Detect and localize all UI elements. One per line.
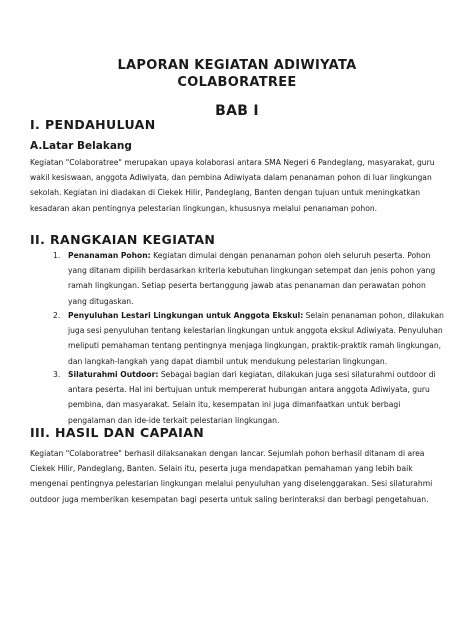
section1-subheading: A.Latar Belakang [30, 140, 132, 152]
chapter-heading: BAB I [215, 103, 259, 119]
section3-paragraph: Kegiatan "Colaboratree" berhasil dilaksanakan dengan lancar. Sejumlah pohon berhasil ditanam di area Ciekek Hilir, Pandeglang, Banten. Selain itu, peserta juga mendapatkan pemahaman yang lebih baik mengenai pentingnya pelestarian lingkungan melalui penyuluhan yang diselenggarakan. Sesi silaturahmi outdoor juga memberikan kesempatan bagi peserta untuk saling berinteraksi dan berbagi pengetahuan. [30, 449, 433, 504]
activity-item-text: Kegiatan dimulai dengan penanaman pohon oleh seluruh peserta. Pohon yang ditanam dipilih berdasarkan kriteria kebutuhan lingkungan setempat dan jenis pohon yang ramah lingkungan. Setiap peserta bertanggung jawab atas penanaman dan perawatan pohon yang ditugaskan. [68, 251, 436, 306]
report-title-line1: LAPORAN KEGIATAN ADIWIYATA [117, 58, 357, 73]
activity-item-title: Penanaman Pohon: [68, 251, 151, 260]
activity-item-title: Penyuluhan Lestari Lingkungan untuk Anggota Ekskul: [68, 311, 304, 320]
section2-heading: II. RANGKAIAN KEGIATAN [30, 232, 216, 247]
activity-item-text: Sebagai bagian dari kegiatan, dilakukan juga sesi silaturahmi outdoor di antara peserta. Hal ini bertujuan untuk mempererat hubungan antara anggota Adiwiyata, guru pembina, dan masyarakat. Selain itu, kesempatan ini juga dimanfaatkan untuk berbagi pengalaman dan ide-ide terkait pelestarian lingkungan. [68, 370, 436, 425]
section1-heading: I. PENDAHULUAN [30, 117, 156, 132]
activity-item-number: 3. [53, 370, 61, 379]
activity-item-3 [53, 367, 444, 428]
activity-item-title: Silaturahmi Outdoor: [68, 370, 159, 379]
activity-item-1 [53, 248, 444, 309]
section1-paragraph: Kegiatan "Colaboratree" merupakan upaya kolaborasi antara SMA Negeri 6 Pandeglang, masyarakat, guru wakil kesiswaan, anggota Adiwiyata, dan pembina Adiwiyata dalam penanaman pohon di luar lingkungan sekolah. Kegiatan ini diadakan di Ciekek Hilir, Pandeglang, Banten dengan tujuan untuk meningkatkan kesadaran akan pentingnya pelestarian lingkungan, khususnya melalui penanaman pohon. [30, 158, 435, 213]
section3-heading: III. HASIL DAN CAPAIAN [30, 425, 205, 440]
activity-item-text: Selain penanaman pohon, dilakukan juga sesi penyuluhan tentang kelestarian lingkungan untuk anggota ekskul Adiwiyata. Penyuluhan meliputi pemahaman tentang pentingnya menjaga lingkungan, praktik-praktik ramah lingkungan, dan langkah-langkah yang dapat diambil untuk mendukung pelestarian lingkungan. [68, 311, 444, 366]
activity-item-2 [53, 308, 444, 369]
activity-item-number: 1. [53, 251, 61, 260]
report-title-line2: COLABORATREE [177, 75, 297, 90]
activity-item-number: 2. [53, 311, 61, 320]
